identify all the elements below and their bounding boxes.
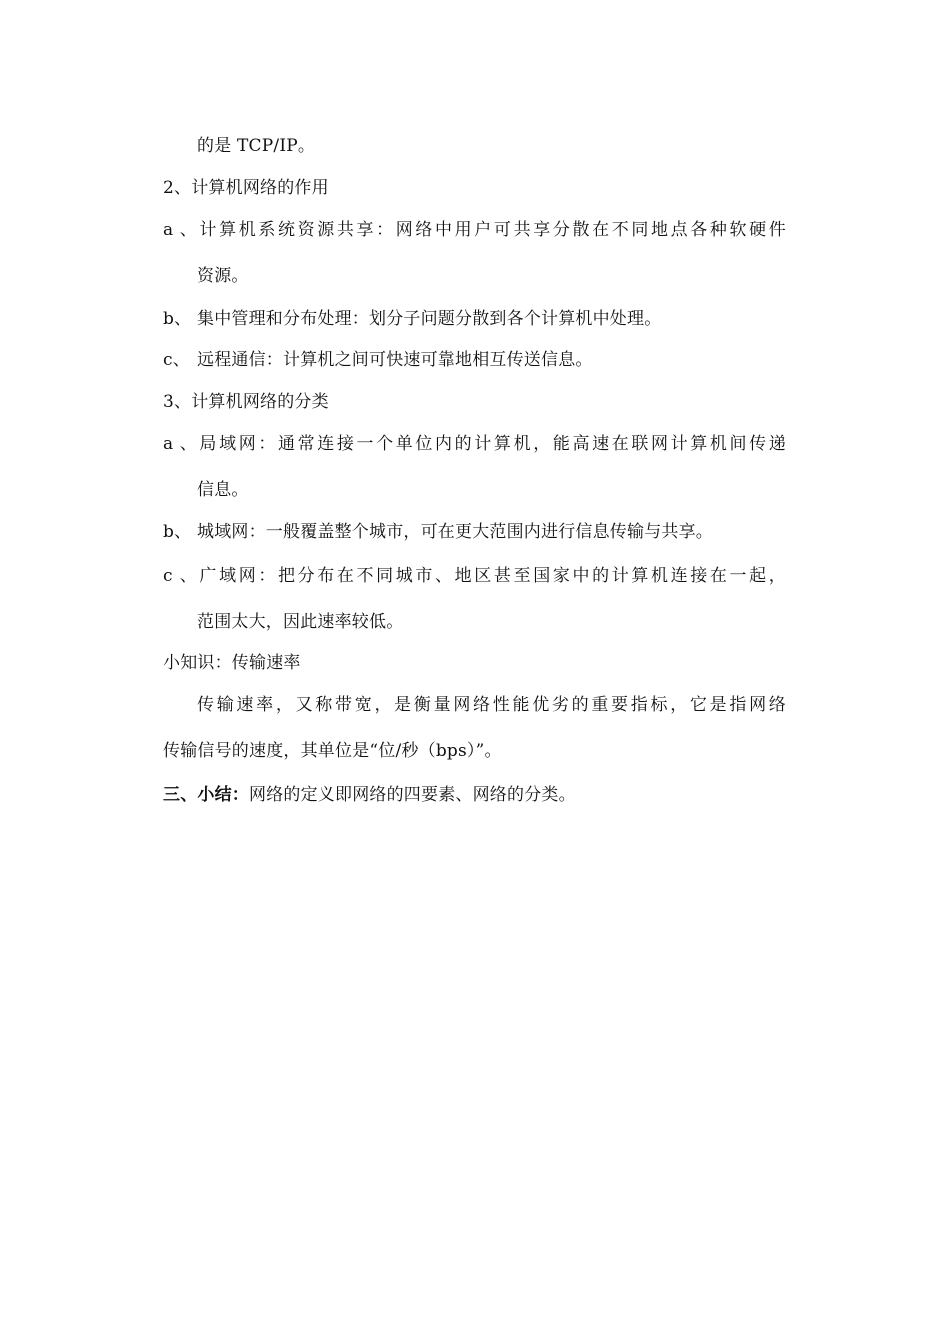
list-item-text: 局域网：通常连接一个单位内的计算机，能高速在联网计算机间传递 xyxy=(197,434,786,454)
list-marker: a、 xyxy=(163,220,197,240)
list-item-role-a xyxy=(163,219,786,241)
list-item-class-a-continuation: 信息。 xyxy=(197,480,249,500)
summary-line xyxy=(163,784,576,806)
list-item-role-a-continuation: 资源。 xyxy=(197,266,249,286)
tip-heading: 小知识：传输速率 xyxy=(163,653,301,673)
tip-paragraph-line-2: 传输信号的速度，其单位是“位/秒（bps）”。 xyxy=(163,741,502,761)
list-item-class-a xyxy=(163,433,786,455)
section-2-heading: 2、计算机网络的作用 xyxy=(163,178,329,198)
list-item-text: 集中管理和分布处理：划分子问题分散到各个计算机中处理。 xyxy=(197,309,662,329)
continued-line-tcp: 的是 TCP/IP。 xyxy=(197,136,316,156)
tip-paragraph-line-1: 传输速率，又称带宽，是衡量网络性能优劣的重要指标，它是指网络 xyxy=(197,695,786,715)
list-item-role-b xyxy=(163,308,661,330)
list-item-class-c xyxy=(163,565,786,587)
list-item-text: 广域网：把分布在不同城市、地区甚至国家中的计算机连接在一起， xyxy=(197,566,786,586)
section-3-heading: 3、计算机网络的分类 xyxy=(163,392,329,412)
list-item-text: 计算机系统资源共享：网络中用户可共享分散在不同地点各种软硬件 xyxy=(197,220,786,240)
list-item-class-c-continuation: 范围太大，因此速率较低。 xyxy=(197,612,404,632)
summary-label: 三、小结： xyxy=(163,785,249,805)
list-marker: b、 xyxy=(163,522,192,542)
summary-text: 网络的定义即网络的四要素、网络的分类。 xyxy=(249,785,576,805)
list-item-role-c xyxy=(163,349,593,371)
list-item-text: 远程通信：计算机之间可快速可靠地相互传送信息。 xyxy=(197,350,593,370)
list-item-text: 城域网：一般覆盖整个城市，可在更大范围内进行信息传输与共享。 xyxy=(197,522,713,542)
list-marker: c、 xyxy=(163,350,190,370)
list-marker: b、 xyxy=(163,309,192,329)
list-marker: a、 xyxy=(163,434,197,454)
list-item-class-b xyxy=(163,521,713,543)
list-marker: c、 xyxy=(163,566,197,586)
